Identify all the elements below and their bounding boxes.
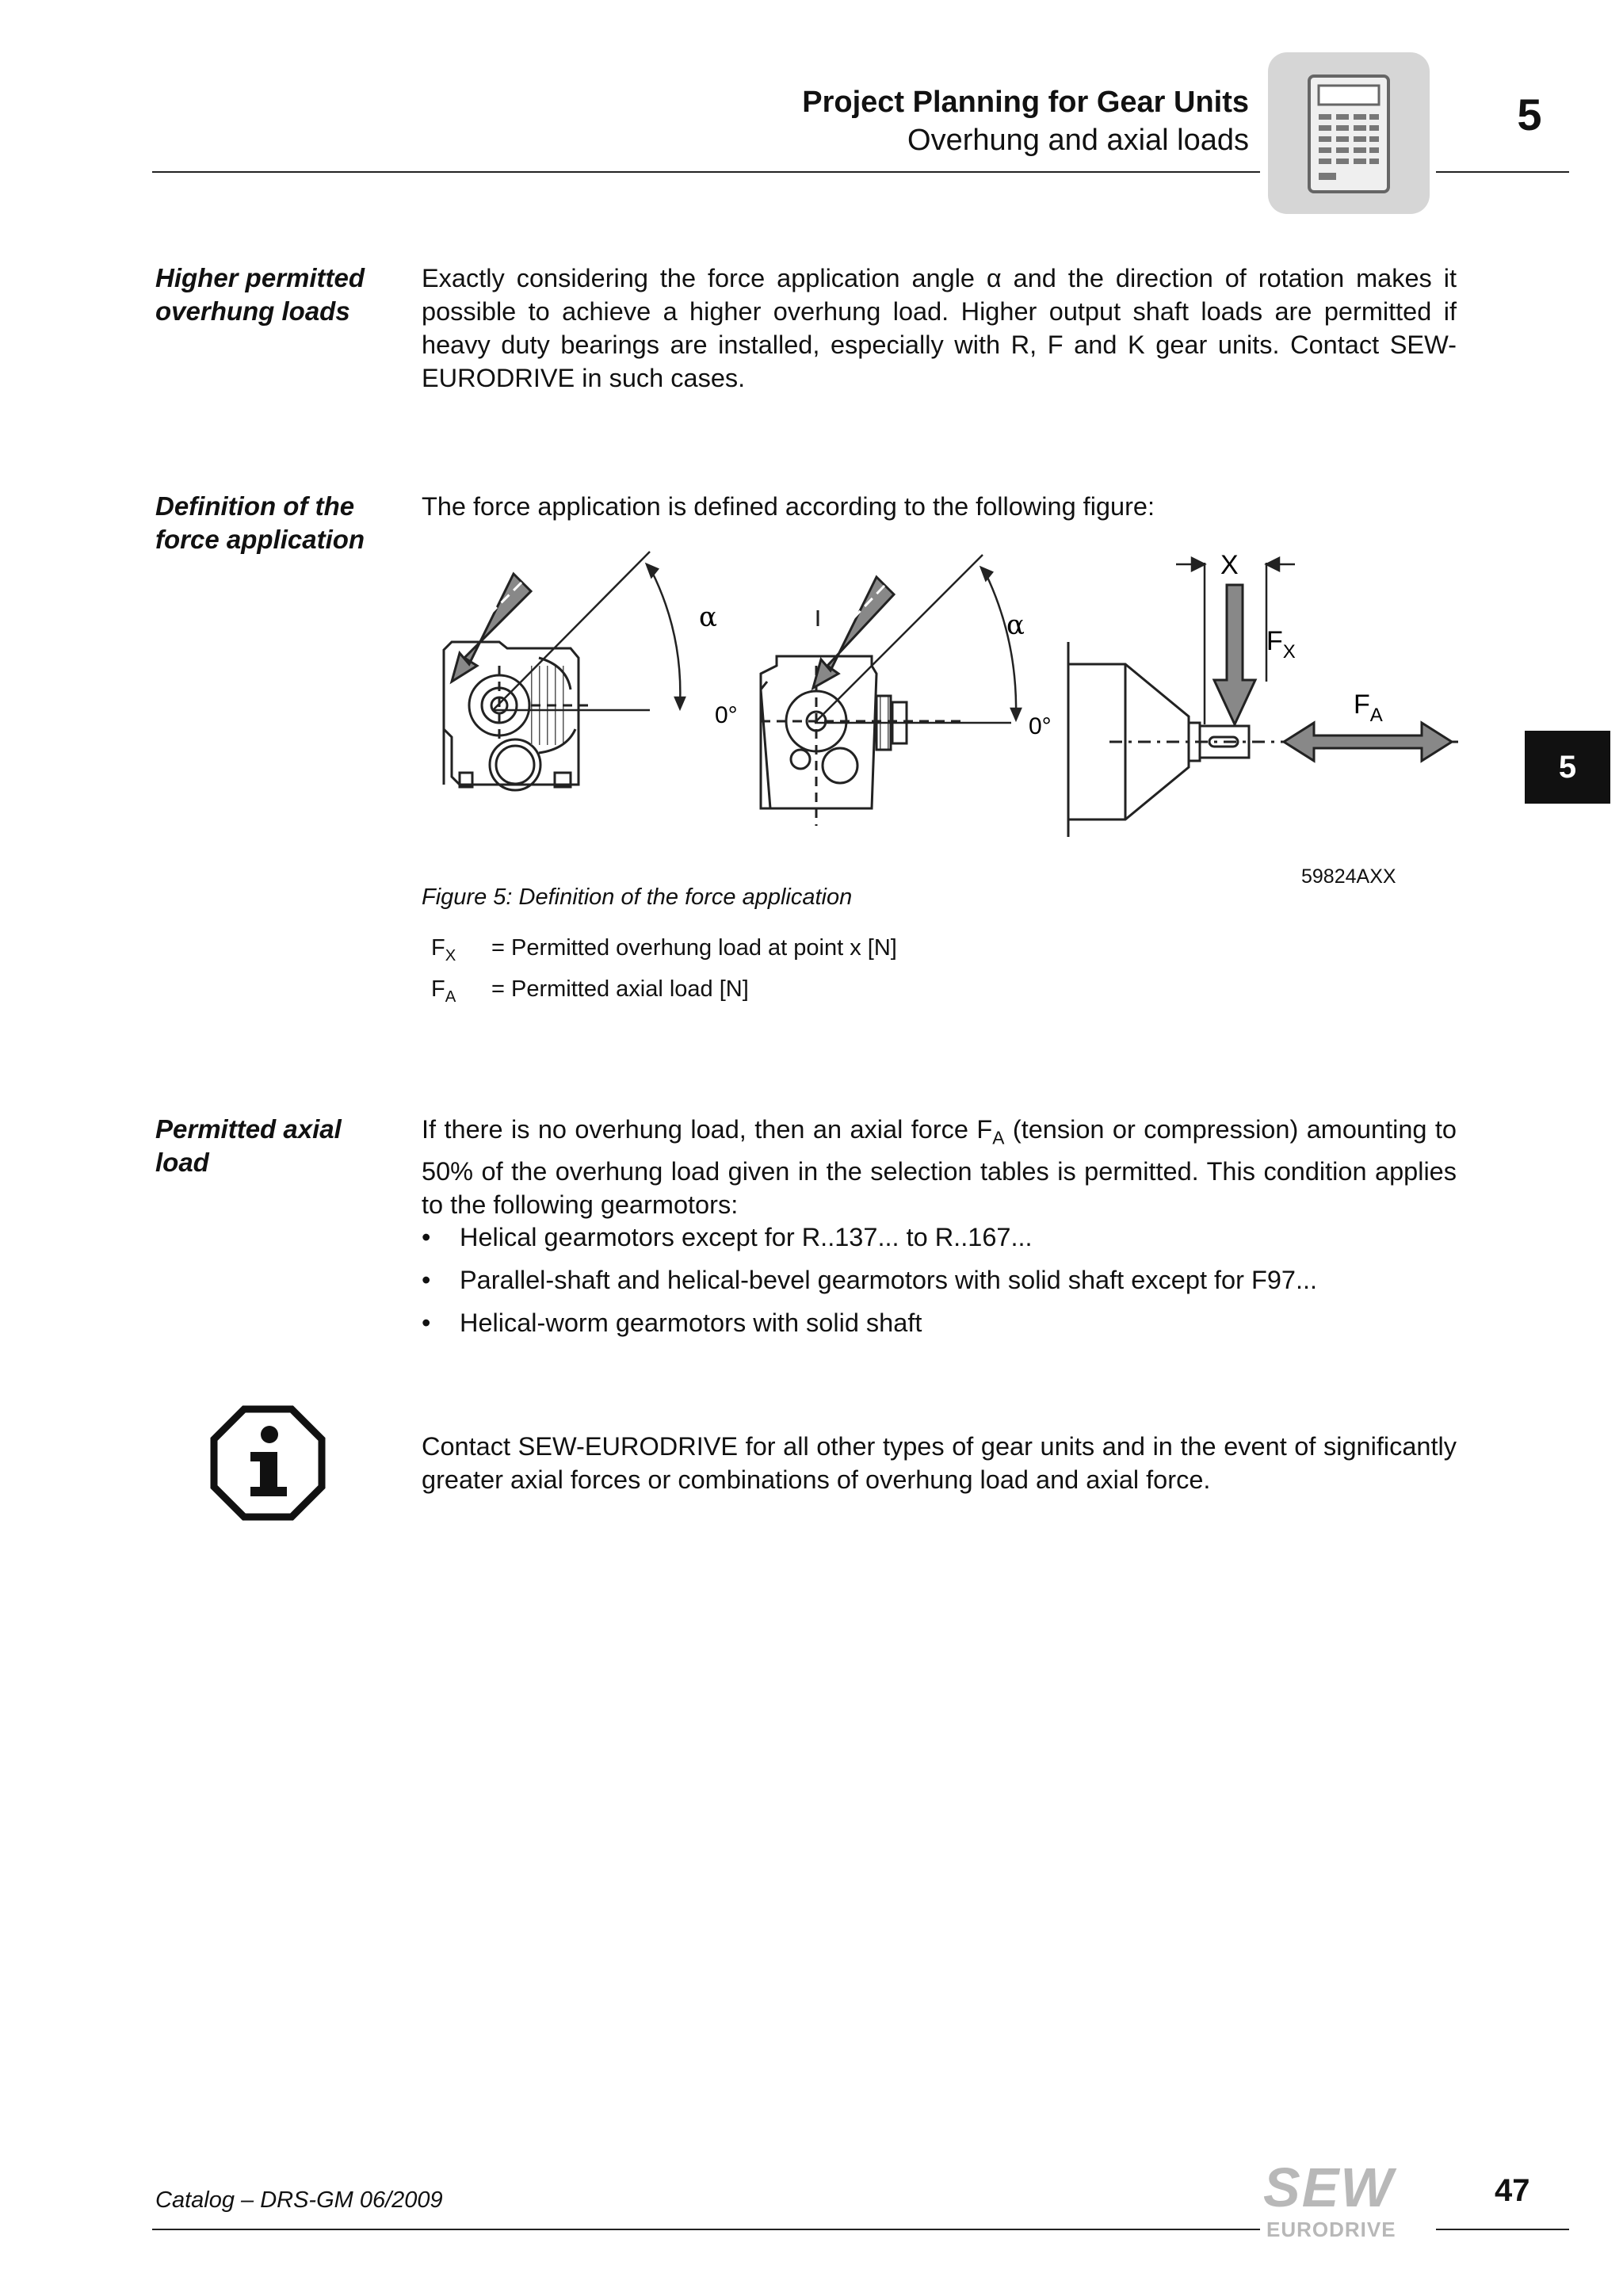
definition-text: The force application is defined according to the following figure: (422, 492, 1155, 521)
legend-symbol: $F_A$ (431, 976, 456, 1006)
x-label: X (1220, 550, 1239, 580)
fa-label: $F_A$ (1354, 690, 1383, 726)
gear-unit-2 (761, 610, 967, 826)
label-line: overhung loads (155, 296, 350, 326)
calculator-icon (1268, 52, 1430, 214)
figure-caption: Figure 5: Definition of the force application (422, 884, 853, 910)
label-line: force application (155, 525, 365, 554)
force-arrow-2 (813, 577, 894, 688)
axial-text: If there is no overhung load, then an axial force $F_A$ (tension or compression) amounting to 50% of the overhung load given in the selection tables is permitted. This condition applies to the following gearmotors: (422, 1115, 1457, 1219)
gearmotor-list (422, 1221, 1460, 1349)
header-title: Project Planning for Gear Units (802, 86, 1249, 119)
zero-deg-label-1: 0° (715, 702, 738, 728)
zero-deg-label-2: 0° (1029, 713, 1052, 739)
header-subtitle: Overhung and axial loads (907, 124, 1249, 157)
label-line: load (155, 1148, 209, 1177)
list-item: • Helical gearmotors except for R..137... to R..167... (422, 1223, 1033, 1251)
chapter-side-tab: 5 (1525, 731, 1610, 804)
label-line: Definition of the (155, 491, 355, 521)
legend-description: = Permitted axial load [N] (491, 976, 749, 1002)
label-line: Permitted axial (155, 1114, 342, 1144)
legend-symbol: $F_X$ (431, 935, 456, 965)
section-label-higher (155, 262, 393, 328)
note-text: Contact SEW-EURODRIVE for all other types of gear units and in the event of significantly greater axial forces or combinations of overhung load and axial force. (422, 1432, 1457, 1494)
list-item: • Helical-worm gearmotors with solid shaft (422, 1308, 922, 1337)
alpha-label-1: α (699, 602, 717, 633)
page-number: 47 (1495, 2173, 1530, 2208)
higher-text: Exactly considering the force application angle α and the direction of rotation makes it possible to achieve a higher overhung load. Higher output shaft loads are permitted if heavy duty bearings are installed, especially with R, F and K gear units. Contact SEW-EURODRIVE in such cases. (422, 264, 1457, 392)
list-item: • Parallel-shaft and helical-bevel gearmotors with solid shaft except for F97... (422, 1266, 1318, 1294)
legend-row-fa (431, 976, 1144, 1008)
info-icon (209, 1404, 327, 1522)
figure-code: 59824AXX (1301, 865, 1396, 888)
sew-logo: SEW (1263, 2157, 1395, 2218)
alpha-label-2: α (1006, 609, 1025, 641)
axial-force-arrow (1284, 723, 1452, 761)
force-arrow-1 (452, 574, 531, 682)
header-rule-left (152, 171, 1260, 173)
section-label-axial (155, 1113, 393, 1179)
footer-rule-left (152, 2229, 1260, 2230)
overhung-force-arrow (1214, 585, 1255, 724)
fx-label: $F_X$ (1266, 626, 1296, 663)
footer-catalog: Catalog – DRS-GM 06/2009 (155, 2187, 443, 2213)
legend-row-fx (431, 935, 1144, 967)
label-line: Higher permitted (155, 263, 365, 292)
chapter-number: 5 (1517, 90, 1542, 139)
section-label-definition (155, 490, 393, 556)
force-application-figure (428, 547, 1474, 848)
header-rule-right (1436, 171, 1569, 173)
footer-rule-right (1436, 2229, 1569, 2230)
legend-description: = Permitted overhung load at point x [N] (491, 935, 897, 961)
eurodrive-logo: EURODRIVE (1266, 2218, 1396, 2241)
